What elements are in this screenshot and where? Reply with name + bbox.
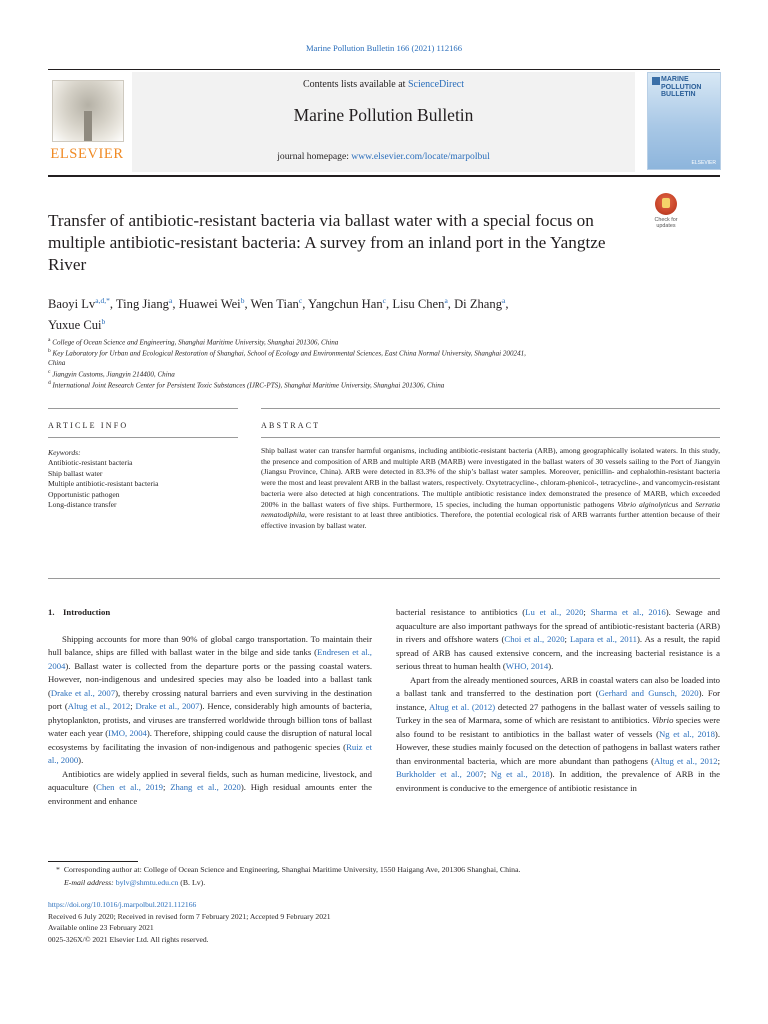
affiliation-key: d: [48, 380, 51, 386]
author[interactable]: [392, 297, 454, 311]
doi-url[interactable]: https://doi.org/10.1016/j.marpolbul.2021.112166: [48, 900, 197, 909]
affiliation-marker[interactable]: a: [444, 296, 448, 305]
email-label: E-mail address:: [64, 878, 116, 887]
check-for-updates-button[interactable]: [645, 193, 687, 231]
author[interactable]: [116, 297, 179, 311]
affiliation: [48, 347, 688, 369]
citation-link[interactable]: Zhang et al., 2020: [170, 782, 241, 792]
abstract-rule: [261, 437, 720, 438]
author[interactable]: [308, 297, 392, 311]
author-separator: ,: [447, 297, 455, 312]
keyword-item[interactable]: Ship ballast water: [48, 468, 103, 478]
contents-prefix: Contents lists available at: [302, 79, 408, 90]
author-separator: ,: [109, 297, 116, 312]
author[interactable]: [48, 318, 105, 332]
cover-publisher: ELSEVIER: [691, 160, 716, 166]
contents-availability: [132, 79, 635, 90]
affiliation-text: International Joint Research Center for Persistent Toxic Substances (IJRC-PTS), Shanghai Maritime University, Shanghai 201306, China: [52, 381, 445, 390]
author[interactable]: [454, 297, 508, 311]
citation-link[interactable]: Endresen et al., 2004: [48, 647, 372, 671]
section-number: 1.: [48, 607, 55, 617]
author[interactable]: [48, 297, 116, 311]
citation-link[interactable]: Altug et al. (2012): [428, 701, 496, 712]
publisher-logo[interactable]: [48, 80, 126, 166]
affiliation-text: China: [48, 359, 66, 368]
affiliation-text: Jiangyin Customs, Jiangyin 214400, China: [52, 370, 175, 379]
affiliation-marker[interactable]: c: [298, 296, 303, 305]
header-top-rule: [48, 69, 720, 70]
author-name[interactable]: Huawei Wei: [178, 297, 241, 312]
author-name[interactable]: Baoyi Lv: [48, 297, 96, 312]
abstract-top-rule: [261, 408, 720, 409]
author-name[interactable]: Wen Tian: [250, 297, 299, 312]
author-separator: ,: [386, 297, 393, 312]
footnote-rule: [48, 861, 138, 862]
citation-link[interactable]: Lu et al., 2020: [525, 607, 584, 617]
affiliation-key: b: [48, 348, 51, 354]
publisher-name: ELSEVIER: [50, 146, 124, 162]
keyword-item[interactable]: Opportunistic pathogen: [48, 489, 120, 499]
citation-link[interactable]: Burkholder et al., 2007: [396, 769, 484, 779]
citation-link[interactable]: WHO, 2014: [505, 661, 549, 671]
paragraph: bacterial resistance to antibiotics (Lu et al., 2020; Sharma et al., 2016). Sewage and aquaculture are also important pathways for the spread of antibiotic-resistant bacteria (ARB) in rivers and offshore waters (Choi et al., 2020; Lapara et al., 2011). As a result, the rapid spread of ARB has caused extensive concern, and the increasing bacterial resistance is a serious threat to human health (WHO, 2014).: [396, 607, 720, 671]
abstract-part: , were resistant to at least three antibiotics. Therefore, the potential ecological risk of ARB warrants further attention because of their effective invasion by ballast water.: [261, 510, 720, 530]
paragraph: Shipping accounts for more than 90% of global cargo transportation. To maintain their hull balance, ships are filled with ballast water in the bilge and side tanks (Endresen et al., 2004). Ballast water is collected from the departure ports or the passing coastal waters. However, non-indigenous and undesired species may also be loaded into a ballast tank (Drake et al., 2007), thereby crossing natural barriers and even surviving in the destination port (Altug et al., 2012; Drake et al., 2007). Hence, considerably high amounts of bacteria, phytoplankton, protists, and viruses are transferred worldwide through billion tons of ballast water each year (IMO, 2004). Therefore, shipping could cause the disruption of natural local ecosystems by facilitating the invasion of non-indigenous and pathogenic species (Ruiz et al., 2000).: [48, 633, 373, 765]
homepage-link[interactable]: www.elsevier.com/locate/marpolbul: [351, 151, 490, 162]
affiliation-marker[interactable]: a: [502, 296, 506, 305]
citation-link[interactable]: IMO, 2004: [108, 728, 147, 738]
email-link[interactable]: bylv@shmtu.edu.cn: [115, 878, 179, 887]
tree-emblem-icon: [52, 80, 124, 142]
email-suffix: (B. Lv).: [178, 878, 206, 887]
author-name[interactable]: Yuxue Cui: [48, 318, 102, 333]
citation-link[interactable]: Ng et al., 2018: [659, 728, 715, 739]
corresponding-author-note: [56, 864, 728, 876]
journal-homepage: [132, 151, 635, 162]
citation-link[interactable]: Sharma et al., 2016: [590, 607, 666, 617]
available-online-date: Available online 23 February 2021: [48, 923, 154, 932]
affiliation-marker[interactable]: a,d,: [95, 296, 107, 305]
body-left-column: [48, 606, 372, 808]
keyword-item[interactable]: Multiple antibiotic-resistant bacteria: [48, 479, 159, 489]
author-separator: ,: [505, 297, 509, 312]
abstract-part: Ship ballast water can transfer harmful organisms, including antibiotic-resistant bacteria (ARB), among geographically isolated waters. In this study, the presence and composition of ARB and multiple ARB (MARB) were investigated in the ballast waters of 30 vessels sailing to the Port of Jiangyin (Jiangsu Province, China). ARB were detected in 83.3% of the ship’s ballast water samples. Moreover, penicillin- and cephalothin-resistant bacteria were the most and least prevalent ARB in the ballast waters, respectively. Oxytetracycline-, chloram-phenicol-, tetracycline-, and vancomycin-resistant bacteria were also detected at high concentrations. The multiple antibiotic resistance index demonstrated the presence of MARB, which exceeded 200% in the ballast waters of five ships. Furthermore, 15 species, including the human opportunistic pathogens: [261, 446, 720, 509]
check-updates-label: Check for updates: [654, 217, 678, 229]
affiliation-key: a: [48, 337, 51, 343]
author[interactable]: [179, 297, 251, 311]
abstract-heading: ABSTRACT: [261, 421, 321, 430]
citation-link[interactable]: Lapara et al., 2011: [569, 634, 637, 644]
citation-link[interactable]: Altug et al., 2012: [67, 701, 131, 711]
paragraph: Antibiotics are widely applied in several fields, such as human medicine, livestock, and aquaculture (Chen et al., 2019; Zhang et al., 2020). High residual amounts enter the environment and enhance: [48, 768, 372, 806]
citation-link[interactable]: Gerhard and Gunsch, 2020: [598, 688, 699, 698]
corresponding-author-text: Corresponding author at: College of Ocean Science and Engineering, Shanghai Maritime University, 1550 Haigang Ave, 201306 Shanghai, China.: [63, 865, 521, 874]
keywords-label: Keywords:: [48, 448, 81, 457]
author-name[interactable]: Lisu Chen: [392, 297, 445, 312]
citation-link[interactable]: Drake et al., 2007: [50, 687, 116, 698]
author-name[interactable]: Yangchun Han: [308, 297, 383, 312]
citation-link[interactable]: Choi et al., 2020: [504, 634, 565, 644]
author-separator: ,: [302, 297, 309, 312]
citation-link[interactable]: Drake et al., 2007: [135, 701, 200, 711]
citation-link[interactable]: Altug et al., 2012: [654, 755, 718, 766]
article-info-top-rule: [48, 408, 238, 409]
received-dates: Received 6 July 2020; Received in revised form 7 February 2021; Accepted 9 February 2021: [48, 912, 331, 921]
author-name[interactable]: Di Zhang: [454, 297, 502, 312]
abstract-part: and: [678, 499, 696, 509]
journal-reference[interactable]: Marine Pollution Bulletin 166 (2021) 112166: [305, 43, 463, 53]
corresponding-author-marker[interactable]: *: [106, 296, 110, 305]
affiliation-marker[interactable]: b: [101, 317, 106, 327]
cover-emblem-icon: [652, 77, 660, 85]
abstract-text: [261, 446, 720, 532]
affiliation-marker[interactable]: a: [168, 296, 173, 305]
author-list: [48, 292, 648, 334]
author-separator: ,: [244, 297, 251, 312]
article-info-rule: [48, 437, 238, 438]
author-separator: ,: [172, 297, 179, 312]
sciencedirect-link[interactable]: ScienceDirect: [407, 79, 465, 90]
section-title: Introduction: [63, 607, 111, 617]
article-info-heading: ARTICLE INFO: [48, 421, 129, 430]
citation-link[interactable]: Ng et al., 2018: [490, 769, 550, 779]
footnote-marker: *: [56, 865, 60, 874]
cover-title: MARINE POLLUTION BULLETIN: [661, 76, 702, 98]
author-name[interactable]: Ting Jiang: [115, 297, 169, 312]
citation-link[interactable]: Ruiz et al., 2000: [48, 741, 372, 765]
header-bottom-rule: [48, 175, 720, 177]
keywords-block: [48, 448, 238, 510]
affiliation-marker[interactable]: b: [240, 296, 245, 305]
homepage-prefix: journal homepage:: [277, 151, 352, 162]
species-name: Serratia nematodiphila: [261, 499, 720, 520]
keyword-item[interactable]: Antibiotic-resistant bacteria: [48, 458, 133, 468]
affiliation-marker[interactable]: c: [382, 296, 387, 305]
affiliation-key: c: [48, 369, 51, 375]
doi-link[interactable]: [48, 899, 728, 910]
affiliation-text: Key Laboratory for Urban and Ecological Restoration of Shanghai, School of Ecology and Environmental Sciences, East China Normal University, Shanghai 200241,: [52, 349, 526, 358]
copyright-line: 0025-326X/© 2021 Elsevier Ltd. All rights reserved.: [48, 935, 209, 944]
species-name: Vibrio alginolyticus: [617, 499, 679, 509]
article-title: Transfer of antibiotic-resistant bacteria via ballast water with a special focus on multiple antibiotic-resistant bacteria: A survey from an inland port in the Yangtze River: [48, 211, 606, 274]
journal-title: Marine Pollution Bulletin: [293, 105, 474, 125]
citation-link[interactable]: Chen et al., 2019: [96, 782, 164, 792]
author[interactable]: [251, 297, 309, 311]
keyword-item[interactable]: Long-distance transfer: [48, 500, 117, 510]
paragraph: Apart from the already mentioned sources, ARB in coastal waters can also be loaded into a ballast tank and transferred to the destination port (Gerhard and Gunsch, 2020). For instance, Altug et al. (2012) detected 27 pathogens in the ballast water of vessels sailing to Turkey in the sea of Marmara, some of which are resistant to antibiotics. Vibrio species were also found to be resistant to antibiotics in the ballast water of vessels (Ng et al., 2018). However, these studies mainly focused on the detection of pathogens in ballast waters rather than environmental bacteria, which are more abundant than pathogens (Altug et al., 2012; Burkholder et al., 2007; Ng et al., 2018). In addition, the prevalence of ARB in the environment is conducive to the emergence of antibiotic resistance in: [396, 674, 721, 793]
journal-cover-thumbnail[interactable]: [647, 72, 721, 170]
section-heading: [48, 606, 372, 620]
affiliation-text: College of Ocean Science and Engineering, Shanghai Maritime University, Shanghai 201306, China: [52, 338, 339, 347]
body-right-column: [396, 606, 720, 795]
affiliation: [48, 379, 688, 391]
abstract-bottom-rule: [48, 578, 720, 579]
email-note: [64, 877, 724, 889]
check-updates-icon: [655, 193, 677, 215]
